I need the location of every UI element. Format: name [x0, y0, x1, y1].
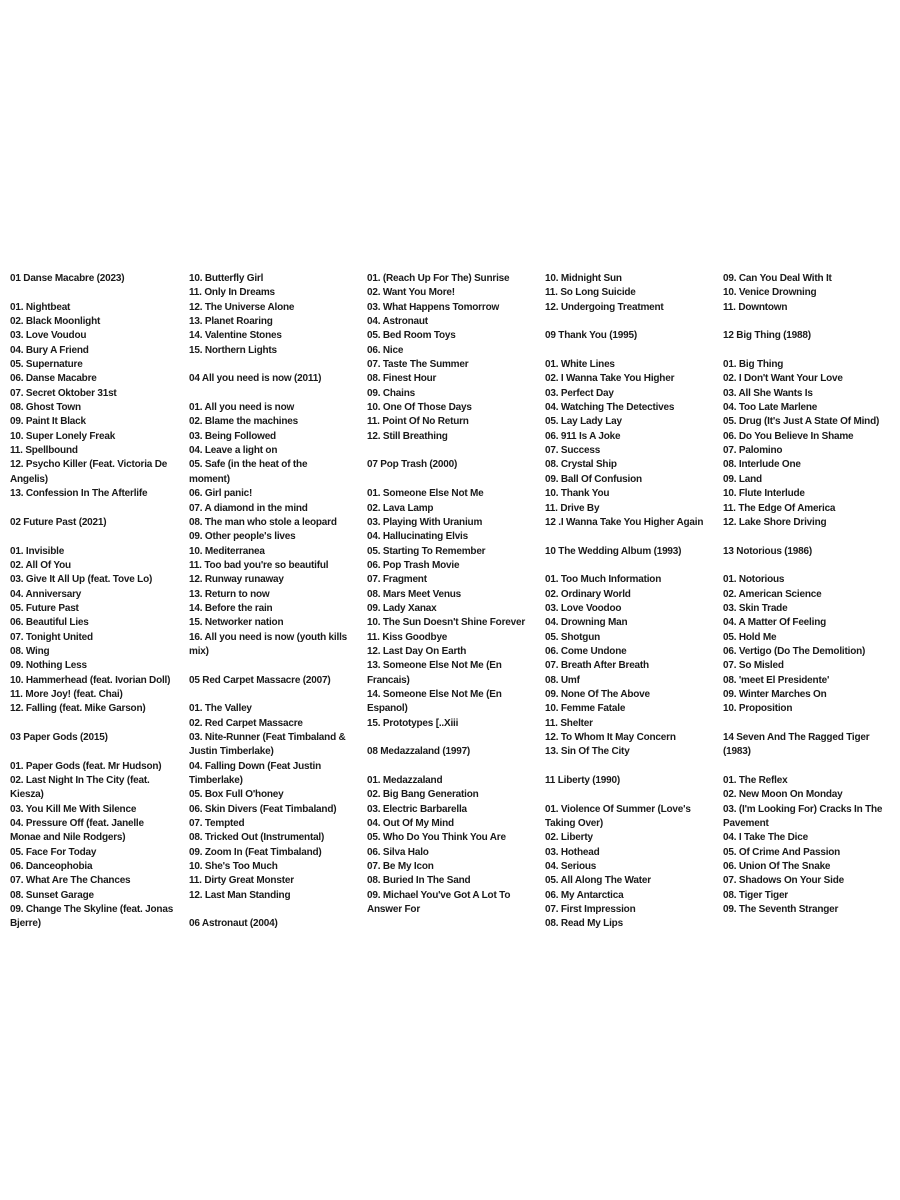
blank-line — [545, 788, 721, 802]
track-line: 15. Networker nation — [189, 617, 284, 629]
track-line: 02. Big Bang Generation — [367, 789, 479, 801]
track-line: 03. Skin Trade — [723, 602, 788, 614]
track-line: 01. Too Much Information — [545, 574, 662, 586]
track-line: 02. Want You More! — [367, 287, 455, 299]
track-line: 11. Point Of No Return — [367, 416, 469, 428]
track-line: 10. Midnight Sun — [545, 273, 622, 284]
track-line: 10. Flute Interlude — [723, 488, 805, 500]
track-line: 13. Planet Roaring — [189, 316, 273, 328]
blank-line — [545, 530, 721, 544]
track-line: 12. Undergoing Treatment — [545, 301, 664, 313]
album-heading: 01 Danse Macabre (2023) — [10, 273, 125, 284]
track-line: Kiesza) — [10, 789, 44, 801]
track-line: 13. Confession In The Afterlife — [10, 488, 148, 500]
track-line: 10. Venice Drowning — [723, 287, 817, 299]
track-line: 12. Psycho Killer (Feat. Victoria De — [10, 459, 168, 471]
track-line: 01. Someone Else Not Me — [367, 488, 484, 500]
track-line: 07. Tempted — [189, 818, 245, 830]
track-line: 09. Michael You've Got A Lot To — [367, 889, 511, 901]
track-line: 01. Notorious — [723, 574, 785, 586]
blank-line — [367, 444, 543, 458]
blank-line — [10, 286, 186, 300]
track-line: 09. None Of The Above — [545, 688, 650, 700]
track-line: 06. Vertigo (Do The Demolition) — [723, 645, 866, 657]
track-line: 04. Anniversary — [10, 588, 82, 600]
track-line: 12. Still Breathing — [367, 430, 448, 442]
track-line: 14. Someone Else Not Me (En — [367, 688, 502, 700]
track-line: 01. Paper Gods (feat. Mr Hudson) — [10, 760, 162, 772]
tracklist-sheet — [10, 272, 890, 932]
track-line: 05. Drug (It's Just A State Of Mind) — [723, 416, 880, 428]
track-line: 06. Silva Halo — [367, 846, 429, 858]
track-line: 12. Lake Shore Driving — [723, 516, 827, 528]
track-line: 05. Hold Me — [723, 631, 777, 643]
track-line: 11. Shelter — [545, 717, 593, 729]
track-line: 06. Beautiful Lies — [10, 617, 89, 629]
track-line: Pavement — [723, 818, 769, 830]
track-line: 10. Hammerhead (feat. Ivorian Doll) — [10, 674, 171, 686]
blank-line — [189, 688, 365, 702]
track-line: 02. All Of You — [10, 559, 71, 571]
track-line: 02. I Wanna Take You Higher — [545, 373, 675, 385]
album-heading: 05 Red Carpet Massacre (2007) — [189, 674, 331, 686]
track-line: 04. Falling Down (Feat Justin — [189, 760, 321, 772]
blank-line — [10, 745, 186, 759]
track-line: 03. Playing With Uranium — [367, 516, 483, 528]
track-line: 06. Skin Divers (Feat Timbaland) — [189, 803, 337, 815]
track-line: 11. Dirty Great Monster — [189, 875, 294, 887]
blank-line — [723, 717, 899, 731]
track-line: 13. Sin Of The City — [545, 746, 630, 758]
track-line: 10. Super Lonely Freak — [10, 430, 116, 442]
track-line: 04. Out Of My Mind — [367, 818, 454, 830]
track-line: 02. Last Night In The City (feat. — [10, 775, 150, 787]
track-line: 05. Shotgun — [545, 631, 601, 643]
blank-line — [10, 717, 186, 731]
tracklist-column-3 — [367, 272, 543, 917]
track-line: 07. A diamond in the mind — [189, 502, 308, 514]
track-line: 01. Big Thing — [723, 359, 784, 371]
blank-line — [10, 502, 186, 516]
track-line: 11. So Long Suicide — [545, 287, 636, 299]
track-line: 02. Blame the machines — [189, 416, 298, 428]
album-heading: 12 Big Thing (1988) — [723, 330, 811, 342]
track-line: 09. Other people's lives — [189, 531, 296, 543]
track-line: 07. Shadows On Your Side — [723, 875, 844, 887]
track-line: 08. Ghost Town — [10, 402, 81, 414]
track-line: 05. All Along The Water — [545, 875, 651, 887]
track-line: 05. Who Do You Think You Are — [367, 832, 506, 844]
track-line: 09. Lady Xanax — [367, 602, 437, 614]
track-line: 11. Too bad you're so beautiful — [189, 559, 329, 571]
track-line: 06. Do You Believe In Shame — [723, 430, 854, 442]
track-line: 01. All you need is now — [189, 402, 295, 414]
track-line: 09. Can You Deal With It — [723, 273, 832, 284]
blank-line — [723, 344, 899, 358]
track-line: 04. I Take The Dice — [723, 832, 808, 844]
track-line: 03. (I'm Looking For) Cracks In The — [723, 803, 883, 815]
track-line: Timberlake) — [189, 775, 243, 787]
track-line: 08. Umf — [545, 674, 580, 686]
track-line: 05. Safe (in the heat of the — [189, 459, 308, 471]
blank-line — [10, 530, 186, 544]
track-line: 07. What Are The Chances — [10, 875, 131, 887]
track-line: 02. Lava Lamp — [367, 502, 434, 514]
track-line: 04. Drowning Man — [545, 617, 628, 629]
track-line: 09. The Seventh Stranger — [723, 904, 839, 916]
blank-line — [189, 387, 365, 401]
track-line: 11. Drive By — [545, 502, 600, 514]
track-line: 06. Danse Macabre — [10, 373, 97, 385]
track-line: 08. Crystal Ship — [545, 459, 617, 471]
track-line: 02. Liberty — [545, 832, 593, 844]
track-line: 09. Change The Skyline (feat. Jonas — [10, 904, 174, 916]
blank-line — [367, 760, 543, 774]
track-line: 10. The Sun Doesn't Shine Forever — [367, 617, 526, 629]
blank-line — [189, 903, 365, 917]
track-line: 03. Love Voodoo — [545, 602, 622, 614]
track-line: 02. Black Moonlight — [10, 316, 101, 328]
track-line: 02. I Don't Want Your Love — [723, 373, 843, 385]
track-line: 04. Watching The Detectives — [545, 402, 675, 414]
tracklist-column-4 — [545, 272, 721, 932]
track-line: 09. Paint It Black — [10, 416, 86, 428]
track-line: 08. Mars Meet Venus — [367, 588, 462, 600]
blank-line — [545, 344, 721, 358]
track-line: 12. To Whom It May Concern — [545, 732, 676, 743]
track-line: 04. Bury A Friend — [10, 344, 89, 356]
track-line: 08. The man who stole a leopard — [189, 516, 337, 528]
album-heading: 14 Seven And The Ragged Tiger — [723, 732, 870, 743]
track-line: Angelis) — [10, 473, 48, 485]
track-line: 04. A Matter Of Feeling — [723, 617, 827, 629]
track-line: 09. Zoom In (Feat Timbaland) — [189, 846, 322, 858]
track-line: 06. Come Undone — [545, 645, 627, 657]
track-line: 08. Sunset Garage — [10, 889, 94, 901]
track-line: 09. Winter Marches On — [723, 688, 827, 700]
track-line: 01. Invisible — [10, 545, 65, 557]
album-heading: 09 Thank You (1995) — [545, 330, 637, 342]
blank-line — [723, 530, 899, 544]
track-line: 01. Violence Of Summer (Love's — [545, 803, 691, 815]
track-line: 01. Medazzaland — [367, 775, 443, 787]
track-line: 06. Nice — [367, 344, 404, 356]
track-line: 12. The Universe Alone — [189, 301, 295, 313]
track-line: 11. Kiss Goodbye — [367, 631, 448, 643]
track-line: 14. Valentine Stones — [189, 330, 282, 342]
blank-line — [189, 358, 365, 372]
track-line: 11. Only In Dreams — [189, 287, 275, 299]
blank-line — [189, 659, 365, 673]
track-line: 16. All you need is now (youth kills — [189, 631, 348, 643]
album-heading: 06 Astronaut (2004) — [189, 918, 278, 930]
track-line: 09. Ball Of Confusion — [545, 473, 642, 485]
track-line: 08. Buried In The Sand — [367, 875, 471, 887]
track-line: Justin Timberlake) — [189, 746, 274, 758]
album-heading: 04 All you need is now (2011) — [189, 373, 322, 385]
track-line: 07. Tonight United — [10, 631, 93, 643]
track-line: 03. Hothead — [545, 846, 600, 858]
track-line: 02. Ordinary World — [545, 588, 631, 600]
track-line: 10. Thank You — [545, 488, 610, 500]
album-heading: 11 Liberty (1990) — [545, 775, 620, 787]
track-line: 12. Last Day On Earth — [367, 645, 467, 657]
track-line: 07. Fragment — [367, 574, 427, 586]
album-heading: 10 The Wedding Album (1993) — [545, 545, 682, 557]
track-line: 01. (Reach Up For The) Sunrise — [367, 273, 510, 284]
track-line: 07. Breath After Breath — [545, 660, 649, 672]
track-line: 11. The Edge Of America — [723, 502, 836, 514]
track-line: 10. She's Too Much — [189, 861, 278, 873]
track-line: 03. What Happens Tomorrow — [367, 301, 500, 313]
track-line: moment) — [189, 473, 230, 485]
track-line: 06. Pop Trash Movie — [367, 559, 460, 571]
track-line: 08. Finest Hour — [367, 373, 437, 385]
track-line: 08. Interlude One — [723, 459, 801, 471]
track-line: 12. Runway runaway — [189, 574, 284, 586]
track-line: 08. Tiger Tiger — [723, 889, 788, 901]
track-line: 05. Starting To Remember — [367, 545, 486, 557]
tracklist-column-2 — [189, 272, 365, 932]
track-line: 01. Nightbeat — [10, 301, 71, 313]
track-line: 04. Hallucinating Elvis — [367, 531, 468, 543]
track-line: 03. Perfect Day — [545, 387, 614, 399]
track-line: 06. Danceophobia — [10, 861, 93, 873]
track-line: (1983) — [723, 746, 751, 758]
track-line: 08. Tricked Out (Instrumental) — [189, 832, 325, 844]
track-line: 11. Downtown — [723, 301, 788, 313]
track-line: 14. Before the rain — [189, 602, 273, 614]
track-line: Answer For — [367, 904, 421, 916]
track-line: 05. Of Crime And Passion — [723, 846, 841, 858]
track-line: 15. Prototypes [..Xiii — [367, 717, 459, 729]
track-line: 07. So Misled — [723, 660, 784, 672]
track-line: 04. Serious — [545, 861, 597, 873]
album-heading: 03 Paper Gods (2015) — [10, 732, 108, 743]
track-line: 01. White Lines — [545, 359, 615, 371]
track-line: 10. Butterfly Girl — [189, 273, 264, 284]
track-line: 06. Girl panic! — [189, 488, 253, 500]
track-line: 13. Someone Else Not Me (En — [367, 660, 502, 672]
track-line: 04. Astronaut — [367, 316, 428, 328]
track-line: 03. You Kill Me With Silence — [10, 803, 137, 815]
track-line: 11. More Joy! (feat. Chai) — [10, 688, 123, 700]
track-line: 07. Taste The Summer — [367, 359, 469, 371]
track-line: 05. Future Past — [10, 602, 79, 614]
track-line: 07. Palomino — [723, 445, 783, 457]
track-line: 02. Red Carpet Massacre — [189, 717, 303, 729]
track-line: 09. Nothing Less — [10, 660, 87, 672]
track-line: 08. Read My Lips — [545, 918, 623, 930]
track-line: 08. Wing — [10, 645, 50, 657]
track-line: 05. Bed Room Toys — [367, 330, 456, 342]
blank-line — [723, 559, 899, 573]
track-line: 03. Being Followed — [189, 430, 276, 442]
track-line: 06. Union Of The Snake — [723, 861, 831, 873]
track-line: Francais) — [367, 674, 410, 686]
track-line: 12. Last Man Standing — [189, 889, 291, 901]
blank-line — [723, 760, 899, 774]
track-line: 15. Northern Lights — [189, 344, 277, 356]
track-line: 04. Too Late Marlene — [723, 402, 818, 414]
track-line: 03. All She Wants Is — [723, 387, 813, 399]
track-line: 07. First Impression — [545, 904, 636, 916]
album-heading: 02 Future Past (2021) — [10, 516, 107, 528]
track-line: 06. 911 Is A Joke — [545, 430, 621, 442]
track-line: 11. Spellbound — [10, 445, 78, 457]
track-line: mix) — [189, 645, 209, 657]
track-line: 07. Secret Oktober 31st — [10, 387, 117, 399]
track-line: 12. Falling (feat. Mike Garson) — [10, 703, 146, 715]
track-line: 04. Leave a light on — [189, 445, 278, 457]
track-line: 13. Return to now — [189, 588, 270, 600]
track-line: 05. Supernature — [10, 359, 83, 371]
track-line: 06. My Antarctica — [545, 889, 624, 901]
track-line: 04. Pressure Off (feat. Janelle — [10, 818, 144, 830]
blank-line — [545, 315, 721, 329]
blank-line — [545, 760, 721, 774]
blank-line — [723, 315, 899, 329]
album-heading: 08 Medazzaland (1997) — [367, 746, 471, 758]
tracklist-column-1 — [10, 272, 186, 932]
album-heading: 13 Notorious (1986) — [723, 545, 813, 557]
tracklist-column-5 — [723, 272, 899, 917]
track-line: 02. American Science — [723, 588, 822, 600]
track-line: 10. Proposition — [723, 703, 793, 715]
track-line: 05. Lay Lady Lay — [545, 416, 622, 428]
track-line: 03. Give It All Up (feat. Tove Lo) — [10, 574, 153, 586]
blank-line — [367, 731, 543, 745]
track-line: 08. 'meet El Presidente' — [723, 674, 830, 686]
track-line: 09. Land — [723, 473, 762, 485]
track-line: 05. Face For Today — [10, 846, 97, 858]
track-line: 07. Success — [545, 445, 601, 457]
blank-line — [545, 559, 721, 573]
track-line: Monae and Nile Rodgers) — [10, 832, 126, 844]
track-line: 03. Nite-Runner (Feat Timbaland & — [189, 732, 346, 743]
track-line: Espanol) — [367, 703, 408, 715]
track-line: Bjerre) — [10, 918, 41, 930]
track-line: 03. Electric Barbarella — [367, 803, 467, 815]
track-line: 09. Chains — [367, 387, 416, 399]
track-line: Taking Over) — [545, 818, 603, 830]
track-line: 10. Mediterranea — [189, 545, 265, 557]
track-line: 10. One Of Those Days — [367, 402, 472, 414]
track-line: 12 .I Wanna Take You Higher Again — [545, 516, 704, 528]
blank-line — [367, 473, 543, 487]
track-line: 03. Love Voudou — [10, 330, 87, 342]
track-line: 07. Be My Icon — [367, 861, 434, 873]
track-line: 02. New Moon On Monday — [723, 789, 843, 801]
album-heading: 07 Pop Trash (2000) — [367, 459, 458, 471]
track-line: 01. The Valley — [189, 703, 252, 715]
track-line: 05. Box Full O'honey — [189, 789, 284, 801]
track-line: 01. The Reflex — [723, 775, 788, 787]
track-line: 10. Femme Fatale — [545, 703, 626, 715]
